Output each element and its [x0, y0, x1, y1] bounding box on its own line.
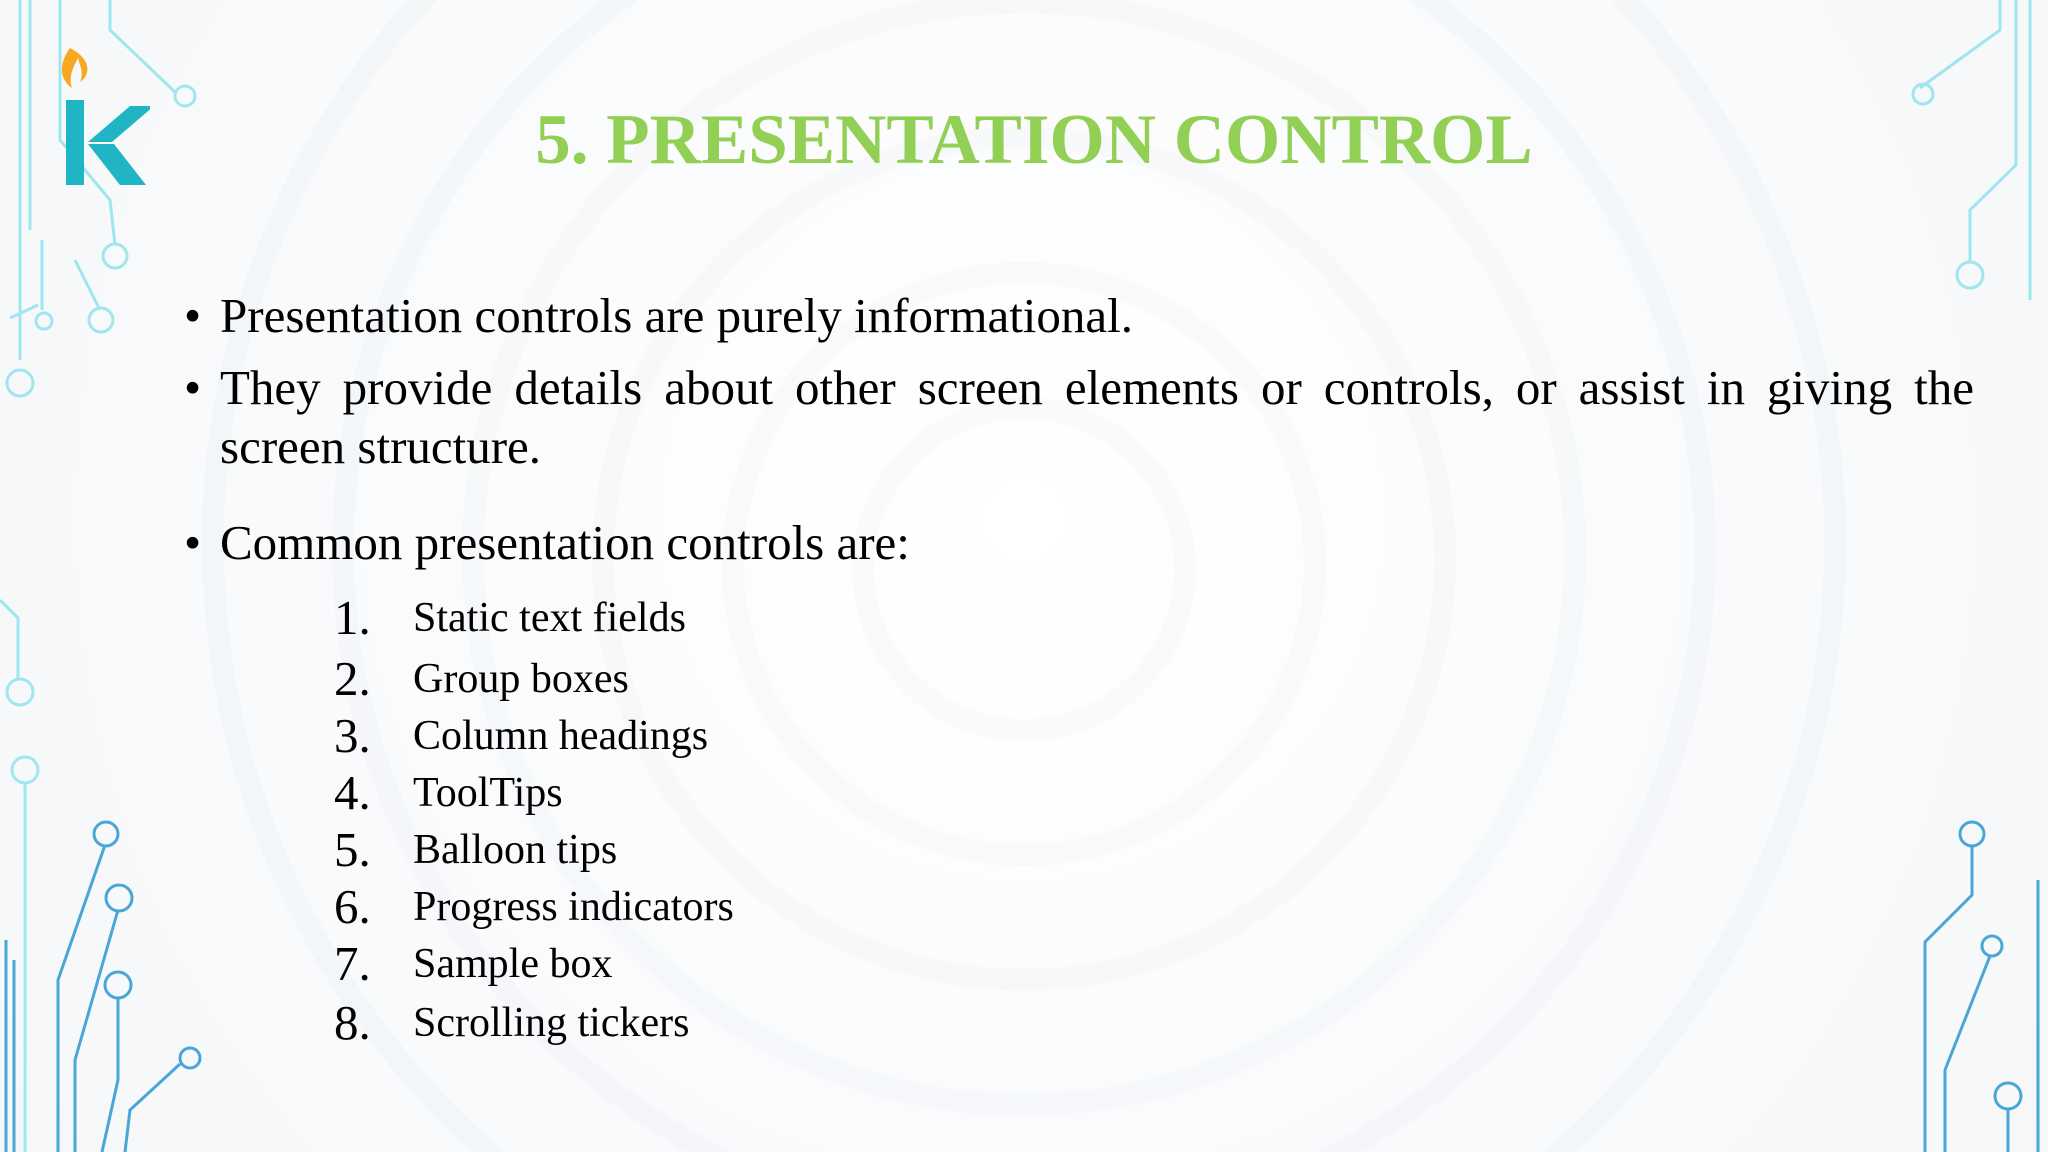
list-label: Sample box [413, 941, 613, 987]
list-number: 3. [334, 708, 371, 763]
bullet-item [184, 358, 1974, 476]
list-number: 6. [334, 879, 371, 934]
list-label: Group boxes [413, 656, 629, 702]
list-number: 8. [334, 995, 371, 1050]
list-label: ToolTips [413, 770, 563, 816]
list-label: Static text fields [413, 595, 686, 641]
slide-title: 5. PRESENTATION CONTROL [535, 101, 1533, 179]
bullet-dot-icon: • [184, 360, 202, 415]
list-number: 7. [334, 936, 371, 991]
bullet-dot-icon: • [184, 288, 202, 343]
list-label: Balloon tips [413, 827, 618, 873]
list-label: Scrolling tickers [413, 1000, 690, 1046]
list-number: 2. [334, 651, 371, 706]
list-label: Column headings [413, 713, 709, 759]
bullet-text: Presentation controls are purely informational. [220, 288, 1134, 343]
list-number: 1. [334, 590, 371, 645]
bullet-item [184, 513, 1974, 572]
bullet-text: They provide details about other screen elements or controls, or assist in giving the screen structure. [220, 360, 1974, 474]
list-number: 4. [334, 765, 371, 820]
bullet-item [184, 286, 1974, 345]
list-number: 5. [334, 822, 371, 877]
bullet-dot-icon: • [184, 515, 202, 570]
list-label: Progress indicators [413, 884, 734, 930]
bullet-text: Common presentation controls are: [220, 515, 910, 570]
